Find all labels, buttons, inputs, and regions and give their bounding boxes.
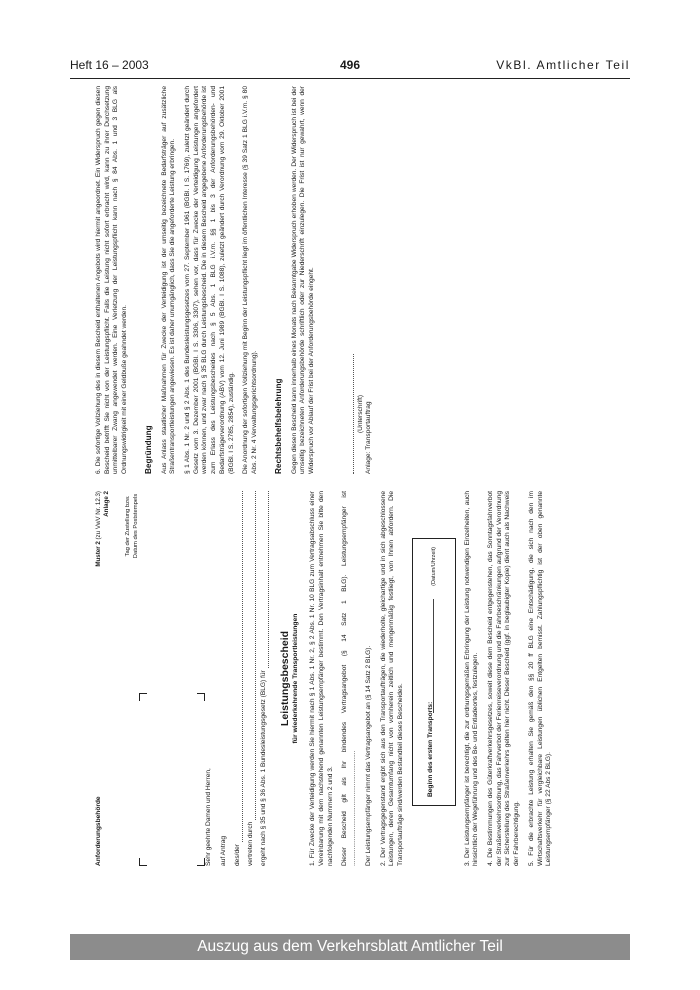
rechtsbehelf-heading: Rechtsbehelfsbelehrung <box>273 378 283 474</box>
signature-area <box>347 354 366 474</box>
sender-label: Anforderungsbehörde <box>95 796 102 866</box>
item-1: 1. Für Zwecke der Verteidigung werden Sie hiermit nach § 1 Abs. 1 Nr. 2, § 2 Abs. 1 Nr. 10 BLG zum Vertragsabschluss einer Vereinbarung mit dem nachstehend genannten Leistungsempfänger bestimmt. Den Vertragsinhalt entnehmen Sie bitte den nachfolgenden Nummern 2 und 3. <box>309 491 334 866</box>
dotted-fill <box>236 491 243 842</box>
rotated-page <box>95 86 630 866</box>
corner-mark <box>139 693 147 701</box>
anlage-label: Anlage 2 <box>103 491 111 517</box>
page-number: 496 <box>339 58 361 72</box>
begruendung-para-2: § 1 Abs. 1 Nr. 2 und § 2 Abs. 1 des Bundesleistungsgesetzes vom 27. September 1961 (BGBl. I S. 1769), zuletzt geändert durch Gesetz vom 3. Dezember 2001 (BGBl. I S. 3306, 3307), sehen vor, dass für Zwecke der Verteidigung Leistungen angefordert werden können, und zwar nach § 35 BLG durch Leistungsbescheid. Die in diesem Bescheid angegebene Anforderungsbehörde ist zum Erlass des Leistungsbescheides nach § 5 Abs. 1 BLG i.V.m. §§ 1 bis 3 der Anforderungsbehörden- und Bedarfsträgerverordnung (ABV) vom 12. Juni 1989 (BGBl. I S. 1088), zuletzt geändert durch Verordnung vom 29. Oktober 2001 (BGBl. I S. 2785, 2854), zuständig. <box>184 86 235 474</box>
document-title: Leistungsbescheid <box>278 630 291 727</box>
desder-line <box>234 491 243 866</box>
signature-label: (Unterschrift) <box>356 394 364 434</box>
item-1-accept: Der Leistungsempfänger nimmt das Vertragsangebot an (§ 14 Satz 2 BLG). <box>364 645 372 866</box>
auf-antrag: auf Antrag <box>219 835 227 866</box>
form-header <box>95 491 119 866</box>
start-transport-label: Beginn des ersten Transports: <box>426 701 434 797</box>
corner-mark <box>139 858 147 866</box>
begruendung-heading: Begründung <box>143 425 153 474</box>
corner-mark <box>197 858 205 866</box>
ergeht-line <box>260 491 269 866</box>
reasons-column <box>95 86 380 474</box>
item-6: 6. Die sofortige Vollziehung des in diesem Bescheid enthaltenen Angebots wird hiermit angeordnet. Ein Widerspruch gegen diesen Bescheid betrifft Sie nicht von der Leistungspflicht. Falls die Leistung nicht sofort erbracht wird, kann zu ihrer Durchsetzung unmittelbarer Zwang angewendet werden. Eine Verletzung der Leistungspflicht kann nach § 84 Abs. 1 und 3 BLG als Ordnungswidrigkeit mit einer Geldbuße geahndet werden. <box>95 86 129 474</box>
rotated-content <box>95 86 630 866</box>
ergeht-label: ergeht nach § 35 und § 36 Abs. 1 Bundesleistungsgesetz (BLG) für <box>259 670 267 866</box>
item-4: 4. Die Bestimmungen des Güterkraftverkehrsgesetzes, soweit diese dem Bescheid entgegenstehen, das Sonntagsfahrverbot der Straßenverkehrsordnung, das Fahrverbot der Ferienreiseverordnung und die Fahrbeschränkungen aufgrund der Verordnung zur Sicherstellung des Straßenverkehrs gelten hier nicht. Dieser Bescheid (ggf. in beglaubigter Kopie) dient auch als Nachweis der Fahrberechtigung. <box>487 491 521 866</box>
muster-bold: Muster 2 <box>95 541 102 567</box>
date-hint: Tag der Zustellung bzw. Datum des Poststempels <box>125 493 139 559</box>
document-subtitle: für wiederkehrende Transportleistungen <box>292 613 300 744</box>
form-column <box>95 491 560 866</box>
publication-label: VkBl. Amtlicher Teil <box>496 58 630 72</box>
muster-label <box>95 491 111 567</box>
salutation: Sehr geehrte Damen und Herren, <box>205 768 212 866</box>
signature-line <box>347 354 354 474</box>
page-header <box>70 58 630 76</box>
anlage-note: Anlage: Transportauftrag <box>365 401 373 474</box>
vertreten-line <box>247 491 256 866</box>
start-transport-box <box>412 538 456 806</box>
item-2: 2. Der Vertragsgegenstand ergibt sich aus den Transportaufträgen, die wiederholte, gleichartige und in sich abgeschlossene Leistungen, deren Gesamtumfang nicht von vornherein zeitlich und mengenmäßig festliegt, von Ihnen abfordern. Die Transportaufträge sind/werden Bestandteil dieses Bescheides. <box>379 491 404 866</box>
corner-mark <box>197 693 205 701</box>
item-1-offer: Dieser Bescheid gilt als Ihr bindendes Vertragsangebot (§ 14 Satz 1 BLG). Leistungsempfänger ist ............................................................... <box>341 491 358 866</box>
issue-label: Heft 16 – 2003 <box>70 58 149 72</box>
start-transport-date-hint: (Datum/Uhrzeit) <box>430 547 437 586</box>
header-rule <box>70 78 630 79</box>
rechtsbehelf-para: Gegen diesen Bescheid kann innerhalb eines Monats nach Bekanntgabe Widerspruch erhoben werden. Der Widerspruch ist bei der umseitig bezeichneten Anforderungsbehörde schriftlich oder zur Niederschrift einzulegen. Die Frist ist nur gewahrt, wenn der Widerspruch vor Ablauf der Frist bei der Anforderungsbehörde eingeht. <box>290 86 315 474</box>
item-3: 3. Der Leistungsempfänger ist berechtigt, die zur ordnungsgemäßen Erbringung der Leistung notwendigen Einzelheiten, auch hinsichtlich der Wegeführung und des Be- und Entladeortes, festzulegen. <box>463 491 480 866</box>
dotted-fill <box>249 491 256 820</box>
muster-ref: (zu VwV Nr. 12.3) <box>95 491 102 542</box>
begruendung-para-3: Die Anordnung der sofortigen Vollziehung mit Beginn der Leistungspflicht liegt im öffentlichen Interesse (§ 39 Satz 1 BLG i.V.m. § 80 Abs. 2 Nr. 4 Verwaltungsgerichtsordnung). <box>242 86 258 474</box>
vertreten-label: vertreten durch <box>247 821 255 866</box>
item-5: 5. Für die erbrachte Leistung erhalten Sie gemäß den §§ 20 ff BLG eine Entschädigung, die sich nach den im Wirtschaftsverkehr für vergleichbare Leistungen üblichen Entgelten bemisst. Zahlungspflichtig ist der oben genannte Leistungsempfänger (§ 22 Abs 2 BLG). <box>527 491 553 866</box>
footer-banner: Auszug aus dem Verkehrsblatt Amtlicher Teil <box>70 934 630 960</box>
begruendung-para-1: Aus Anlass staatlicher Maßnahmen für Zwecke der Verteidigung ist der umseitig bezeichnete Bedarfsträger auf zusätzliche Straßentransportleistungen angewiesen. Es ist daher unumgänglich, dass Sie die angeforderte Leistung erbringen. <box>160 86 177 474</box>
dotted-fill <box>262 491 269 668</box>
address-window <box>125 491 205 866</box>
start-transport-line <box>433 599 434 713</box>
desder-label: des/der <box>234 844 242 866</box>
